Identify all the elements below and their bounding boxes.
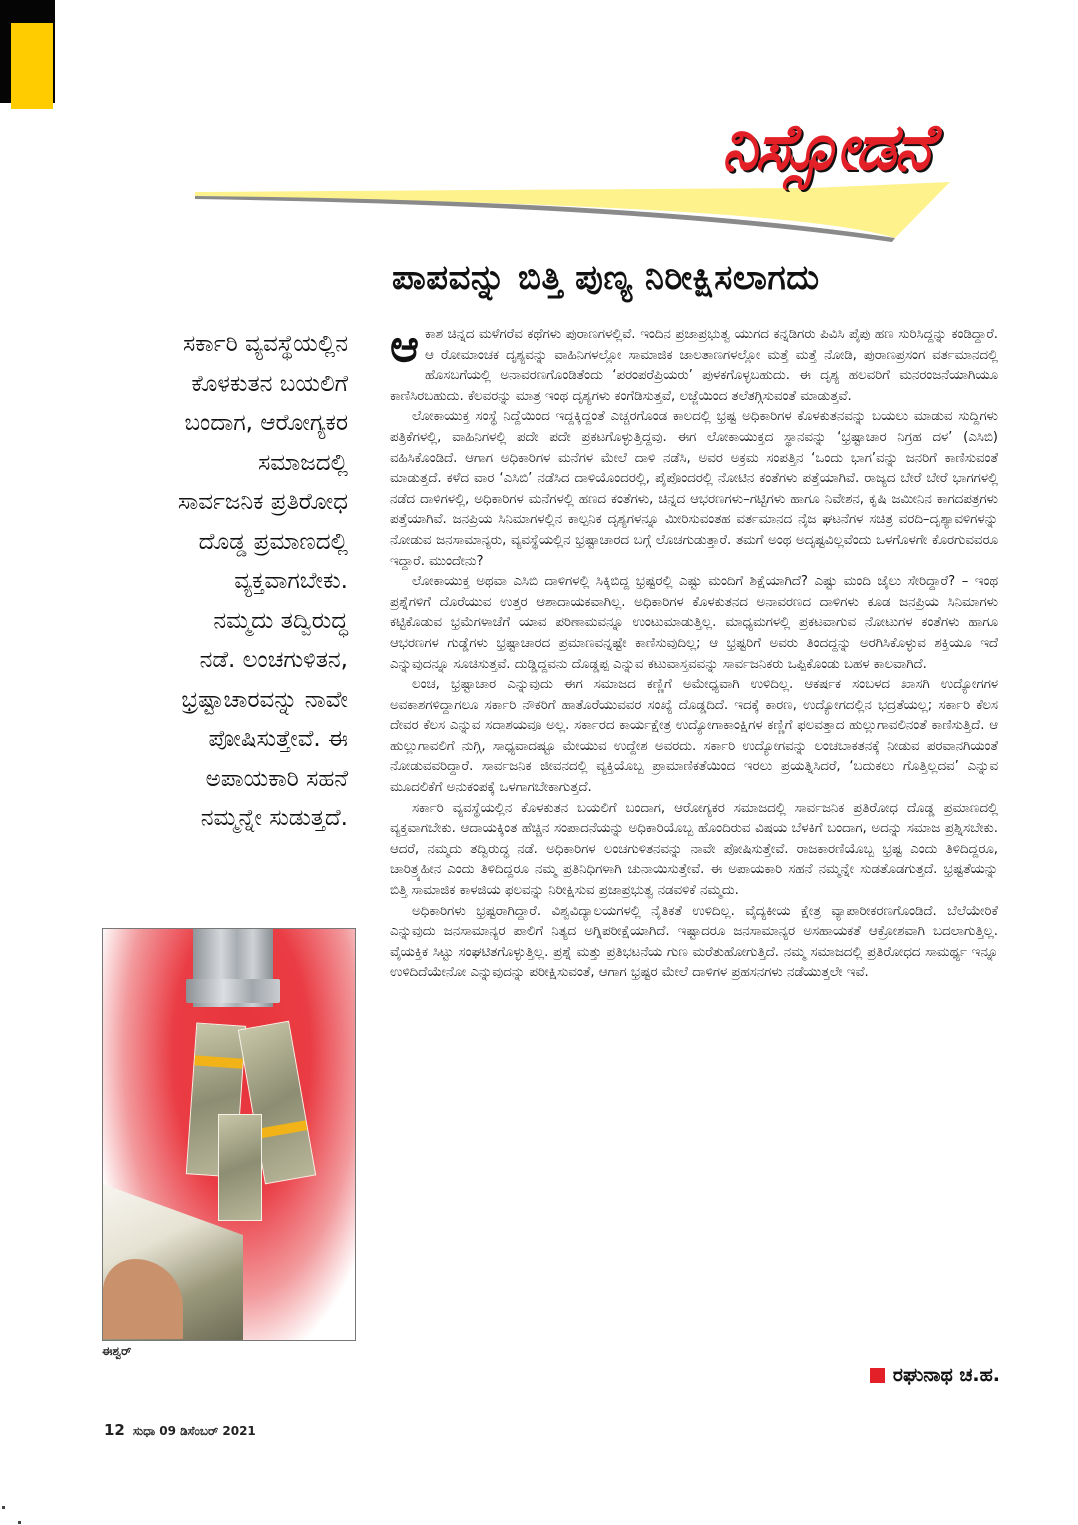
- corner-block-yellow: [11, 23, 53, 109]
- page-number: 12: [104, 1421, 125, 1439]
- article-paragraph: ಅಧಿಕಾರಿಗಳು ಭ್ರಷ್ಟರಾಗಿದ್ದಾರೆ. ವಿಶ್ವವಿದ್ಯಾಲಯಗಳಲ್ಲಿ ನೈತಿಕತೆ ಉಳಿದಿಲ್ಲ. ವೈದ್ಯಕೀಯ ಕ್ಷೇತ್ರ ವ್ಯಾಪಾರೀಕರಣಗೊಂಡಿದೆ. ಬೆಲೆಯೇರಿಕೆ ಎನ್ನುವುದು ಜನಸಾಮಾನ್ಯರ ಪಾಲಿಗೆ ನಿತ್ಯದ ಅಗ್ನಿಪರೀಕ್ಷೆಯಾಗಿದೆ. ಇಷ್ಟಾದರೂ ಜನಸಾಮಾನ್ಯರ ಅಸಹಾಯಕತೆ ಆಕ್ರೋಶವಾಗಿ ಬದಲಾಗುತ್ತಿಲ್ಲ. ವೈಯಕ್ತಿಕ ಸಿಟ್ಟು ಸಂಘಟಿತಗೊಳ್ಳುತ್ತಿಲ್ಲ. ಪ್ರಶ್ನೆ ಮತ್ತು ಪ್ರತಿಭಟನೆಯ ಗುಣ ಮರೆತುಹೋಗುತ್ತಿದೆ. ನಮ್ಮ ಸಮಾಜದಲ್ಲಿ ಪ್ರತಿರೋಧದ ಸಾಮರ್ಥ್ಯ ಇನ್ನೂ ಉಳಿದಿದೆಯೇನೋ ಎನ್ನುವುದನ್ನು ಪರೀಕ್ಷಿಸುವಂತೆ, ಆಗಾಗ ಭ್ರಷ್ಟರ ಮೇಲೆ ದಾಳಿಗಳ ಪ್ರಹಸನಗಳು ನಡೆಯುತ್ತಲೇ ಇವೆ.: [390, 903, 998, 981]
- pullquote-line: ಪೋಷಿಸುತ್ತೇವೆ. ಈ: [208, 726, 348, 752]
- pullquote-line: ನಡೆ. ಲಂಚಗುಳಿತನ,: [199, 647, 348, 673]
- illustration-credit: ಈಶ್ವರ್: [102, 1344, 132, 1358]
- pullquote-line: ಭ್ರಷ್ಟಾಚಾರವನ್ನು ನಾವೇ: [181, 686, 348, 713]
- pullquote-line: ಕೊಳಕುತನ ಬಯಲಿಗೆ: [191, 370, 348, 397]
- pullquote-line: ಸಾರ್ವಜನಿಕ ಪ್ರತಿರೋಧ: [177, 489, 348, 515]
- pullquote-line: ನಮ್ಮನ್ನೇ ಸುಡುತ್ತದೆ.: [200, 805, 348, 831]
- pullquote-line: ಸಮಾಜದಲ್ಲಿ: [258, 449, 348, 476]
- author-name: ರಘುನಾಥ ಚ.ಹ.: [892, 1364, 1000, 1386]
- pullquote-line: ಸರ್ಕಾರಿ ವ್ಯವಸ್ಥೆಯಲ್ಲಿನ: [182, 331, 348, 357]
- article-headline: ಪಾಪವನ್ನು ಬಿತ್ತಿ ಪುಣ್ಯ ನಿರೀಕ್ಷಿಸಲಾಗದು: [392, 258, 820, 298]
- section-masthead: [190, 100, 990, 250]
- article-paragraph: ಲಂಚ, ಭ್ರಷ್ಟಾಚಾರ ಎನ್ನುವುದು ಈಗ ಸಮಾಜದ ಕಣ್ಣಿಗೆ ಅಮೇಧ್ಯವಾಗಿ ಉಳಿದಿಲ್ಲ. ಆಕರ್ಷಕ ಸಂಬಳದ ಖಾಸಗಿ ಉದ್ಯೋಗಗಳ ಅವಕಾಶಗಳಿದ್ದಾಗಲೂ ಸರ್ಕಾರಿ ನೌಕರಿಗೆ ಹಾತೊರೆಯುವವರ ಸಂಖ್ಯೆ ದೊಡ್ಡದಿದೆ. ಇದಕ್ಕೆ ಕಾರಣ, ಉದ್ಯೋಗದಲ್ಲಿನ ಭದ್ರತೆಯಲ್ಲ; ಸರ್ಕಾರಿ ಕೆಲಸ ದೇವರ ಕೆಲಸ ಎನ್ನುವ ಸದಾಶಯವೂ ಅಲ್ಲ. ಸರ್ಕಾರದ ಕಾರ್ಯಕ್ಷೇತ್ರ ಉದ್ಯೋಗಾಕಾಂಕ್ಷಿಗಳ ಕಣ್ಣಿಗೆ ಫಲವತ್ತಾದ ಹುಲ್ಲುಗಾವಲಿನಂತೆ ಕಾಣಿಸುತ್ತಿದೆ. ಆ ಹುಲ್ಲುಗಾವಲಿಗೆ ನುಗ್ಗಿ, ಸಾಧ್ಯವಾದಷ್ಟೂ ಮೇಯುವ ಉದ್ದೇಶ ಅವರದು. ಸರ್ಕಾರಿ ಉದ್ಯೋಗವನ್ನು ಲಂಚಬಾಕತನಕ್ಕೆ ನೀಡುವ ಪರವಾನಗಿಯಂತೆ ನೋಡುವವರಿದ್ದಾರೆ. ಸಾರ್ವಜನಿಕ ಜೀವನದಲ್ಲಿ ವ್ಯಕ್ತಿಯೊಬ್ಬ ಪ್ರಾಮಾಣಿಕತೆಯಿಂದ ಇರಲು ಪ್ರಯತ್ನಿಸಿದರೆ, ‘ಬದುಕಲು ಗೊತ್ತಿಲ್ಲದವ’ ಎನ್ನುವ ಮೂದಲಿಕೆಗೆ ಅನುಕಂಪಕ್ಕೆ ಒಳಗಾಗಬೇಕಾಗುತ್ತದೆ.: [390, 677, 998, 796]
- page-footer: [104, 1421, 256, 1439]
- pipe-collar: [186, 979, 280, 1003]
- pullquote-line: ವ್ಯಕ್ತವಾಗಬೇಕು.: [234, 568, 348, 594]
- pullquote-line: ದೊಡ್ಡ ಪ್ರಮಾಣದಲ್ಲಿ: [198, 528, 348, 555]
- banknote-bundle: [218, 1114, 262, 1221]
- illustration-money-pipe: [102, 928, 356, 1341]
- article-paragraph: ಲೋಕಾಯುಕ್ತ ಸಂಸ್ಥೆ ನಿದ್ದೆಯಿಂದ ಇದ್ದಕ್ಕಿದ್ದಂತೆ ಎಚ್ಚರಗೊಂಡ ಕಾಲದಲ್ಲಿ ಭ್ರಷ್ಟ ಅಧಿಕಾರಿಗಳ ಕೊಳಕುತನವನ್ನು ಬಯಲು ಮಾಡುವ ಸುದ್ದಿಗಳು ಪತ್ರಿಕೆಗಳಲ್ಲಿ, ವಾಹಿನಿಗಳಲ್ಲಿ ಪದೇ ಪದೇ ಪ್ರಕಟಗೊಳ್ಳುತ್ತಿದ್ದವು. ಈಗ ಲೋಕಾಯುಕ್ತದ ಸ್ಥಾನವನ್ನು ‘ಭ್ರಷ್ಟಾಚಾರ ನಿಗ್ರಹ ದಳ’ (ಎಸಿಬಿ) ವಹಿಸಿಕೊಂಡಿದೆ. ಆಗಾಗ ಅಧಿಕಾರಿಗಳ ಮನೆಗಳ ಮೇಲೆ ದಾಳಿ ನಡೆಸಿ, ಅವರ ಅಕ್ರಮ ಸಂಪತ್ತಿನ ‘ಒಂದು ಭಾಗ’ವನ್ನು ಜನರಿಗೆ ಕಾಣಿಸುವಂತೆ ಮಾಡುತ್ತದೆ. ಕಳೆದ ವಾರ ‘ಎಸಿಬಿ’ ನಡೆಸಿದ ದಾಳಿಯೊಂದರಲ್ಲಿ, ಪೈಪೊಂದರಲ್ಲಿ ನೋಟಿನ ಕಂತೆಗಳು ಪತ್ತೆಯಾಗಿವೆ. ರಾಜ್ಯದ ಬೇರೆ ಬೇರೆ ಭಾಗಗಳಲ್ಲಿ ನಡೆದ ದಾಳಿಗಳಲ್ಲಿ, ಅಧಿಕಾರಿಗಳ ಮನೆಗಳಲ್ಲಿ ಹಣದ ಕಂತೆಗಳು, ಚಿನ್ನದ ಆಭರಣಗಳು–ಗಟ್ಟಿಗಳು ಹಾಗೂ ನಿವೇಶನ, ಕೃಷಿ ಜಮೀನಿನ ಕಾಗದಪತ್ರಗಳು ಪತ್ತೆಯಾಗಿವೆ. ಜನಪ್ರಿಯ ಸಿನಿಮಾಗಳಲ್ಲಿನ ಕಾಲ್ಪನಿಕ ದೃಶ್ಯಗಳನ್ನೂ ಮೀರಿಸುವಂತಹ ವರ್ತಮಾನದ ನೈಜ ಘಟನೆಗಳ ಸಚಿತ್ರ ವರದಿ–ದೃಶ್ಯಾವಳಿಗಳನ್ನು ನೋಡುವ ಜನಸಾಮಾನ್ಯರು, ವ್ಯವಸ್ಥೆಯಲ್ಲಿನ ಭ್ರಷ್ಟಾಚಾರದ ಬಗ್ಗೆ ಲೊಚಗುಡುತ್ತಾರೆ. ತಮಗೆ ಅಂಥ ಅದೃಷ್ಟವಿಲ್ಲವೆಂದು ಒಳಗೊಳಗೇ ಕೊರಗುವವರೂ ಇದ್ದಾರೆ. ಮುಂದೇನು?: [390, 409, 998, 569]
- pullquote-line: ನಮ್ಮದು ತದ್ವಿರುದ್ಧ: [213, 607, 348, 634]
- publication-date: ಸುಧಾ 09 ಡಿಸೆಂಬರ್ 2021: [132, 1424, 256, 1438]
- article-paragraph: ಸರ್ಕಾರಿ ವ್ಯವಸ್ಥೆಯಲ್ಲಿನ ಕೊಳಕುತನ ಬಯಲಿಗೆ ಬಂದಾಗ, ಆರೋಗ್ಯಕರ ಸಮಾಜದಲ್ಲಿ ಸಾರ್ವಜನಿಕ ಪ್ರತಿರೋಧ ದೊಡ್ಡ ಪ್ರಮಾಣದಲ್ಲಿ ವ್ಯಕ್ತವಾಗಬೇಕು. ಆದಾಯಕ್ಕಿಂತ ಹೆಚ್ಚಿನ ಸಂಪಾದನೆಯನ್ನು ಅಧಿಕಾರಿಯೊಬ್ಬ ಹೊಂದಿರುವ ವಿಷಯ ಬೆಳಕಿಗೆ ಬಂದಾಗ, ಅದನ್ನು ಸಮಾಜ ಪ್ರಶ್ನಿಸಬೇಕು. ಆದರೆ, ನಮ್ಮದು ತದ್ವಿರುದ್ಧ ನಡೆ. ಅಧಿಕಾರಿಗಳ ಲಂಚಗುಳಿತನವನ್ನು ನಾವೇ ಪೋಷಿಸುತ್ತೇವೆ. ರಾಜಕಾರಣಿಯೊಬ್ಬ ಭ್ರಷ್ಟ ಎಂದು ತಿಳಿದಿದ್ದರೂ, ಚಾರಿತ್ರ್ಯಹೀನ ಎಂದು ತಿಳಿದಿದ್ದರೂ ನಮ್ಮ ಪ್ರತಿನಿಧಿಗಳಾಗಿ ಚುನಾಯಿಸುತ್ತೇವೆ. ಈ ಅಪಾಯಕಾರಿ ಸಹನೆ ನಮ್ಮನ್ನೇ ಸುಡತೊಡಗುತ್ತದೆ. ಭ್ರಷ್ಟತೆಯನ್ನು ಬಿತ್ತಿ ಸಾಮಾಜಿಕ ಕಾಳಜಿಯ ಫಲವನ್ನು ನಿರೀಕ್ಷಿಸುವ ಪ್ರಜಾಪ್ರಭುತ್ವ ನಡವಳಿಕೆ ನಮ್ಮದು.: [390, 800, 998, 899]
- pull-quote: [100, 325, 348, 839]
- article-paragraph: ಲೋಕಾಯುಕ್ತ ಅಥವಾ ಎಸಿಬಿ ದಾಳಿಗಳಲ್ಲಿ ಸಿಕ್ಕಿಬಿದ್ದ ಭ್ರಷ್ಟರಲ್ಲಿ ಎಷ್ಟು ಮಂದಿಗೆ ಶಿಕ್ಷೆಯಾಗಿದೆ? ಎಷ್ಟು ಮಂದಿ ಜೈಲು ಸೇರಿದ್ದಾರೆ? – ಇಂಥ ಪ್ರಶ್ನೆಗಳಿಗೆ ದೊರೆಯುವ ಉತ್ತರ ಆಶಾದಾಯಕವಾಗಿಲ್ಲ. ಅಧಿಕಾರಿಗಳ ಕೊಳಕುತನದ ಅನಾವರಣದ ದಾಳಿಗಳು ಕೂಡ ಜನಪ್ರಿಯ ಸಿನಿಮಾಗಳು ಕಟ್ಟಿಕೊಡುವ ಭ್ರಮೆಗಳಾಚೆಗೆ ಯಾವ ಪರಿಣಾಮವನ್ನೂ ಉಂಟುಮಾಡುತ್ತಿಲ್ಲ. ಮಾಧ್ಯಮಗಳಲ್ಲಿ ಪ್ರಕಟವಾಗುವ ನೋಟುಗಳ ಕಂತೆಗಳು ಹಾಗೂ ಆಭರಣಗಳ ಗುಡ್ಡೆಗಳು ಭ್ರಷ್ಟಾಚಾರದ ಪ್ರಮಾಣವನ್ನಷ್ಟೇ ಕಾಣಿಸುವುದಿಲ್ಲ; ಆ ಭ್ರಷ್ಟರಿಗೆ ಅವರು ತಿಂದದ್ದನ್ನು ಅರಗಿಸಿಕೊಳ್ಳುವ ಶಕ್ತಿಯೂ ಇದೆ ಎನ್ನುವುದನ್ನೂ ಸೂಚಿಸುತ್ತವೆ. ದುಡ್ಡಿದ್ದವನು ದೊಡ್ಡಪ್ಪ ಎನ್ನುವ ಕಟುವಾಸ್ತವವನ್ನು ಸಾರ್ವಜನಿಕರು ಒಪ್ಪಿಕೊಂಡು ಬಹಳ ಕಾಲವಾಗಿದೆ.: [390, 574, 998, 672]
- author-byline: [870, 1364, 1000, 1386]
- pullquote-line: ಅಪಾಯಕಾರಿ ಸಹನೆ: [205, 765, 348, 792]
- article-body: [390, 321, 998, 984]
- crop-mark: [2, 1506, 5, 1509]
- red-square-icon: [870, 1368, 885, 1383]
- article-paragraph: ಆಕಾಶ ಚಿನ್ನದ ಮಳೆಗರೆವ ಕಥೆಗಳು ಪುರಾಣಗಳಲ್ಲಿವೆ. ಇಂದಿನ ಪ್ರಜಾಪ್ರಭುತ್ವ ಯುಗದ ಕನ್ನಡಿಗರು ಪಿವಿಸಿ ಪೈಪು ಹಣ ಸುರಿಸಿದ್ದನ್ನು ಕಂಡಿದ್ದಾರೆ. ಆ ರೋಮಾಂಚಕ ದೃಶ್ಯವನ್ನು ವಾಹಿನಿಗಳಲ್ಲೋ ಸಾಮಾಜಿಕ ಜಾಲತಾಣಗಳಲ್ಲೋ ಮತ್ತೆ ಮತ್ತೆ ನೋಡಿ, ಪುರಾಣಪ್ರಸಂಗ ವರ್ತಮಾನದಲ್ಲಿ ಹೊಸಬಗೆಯಲ್ಲಿ ಅನಾವರಣಗೊಂಡಿತೆಂದು ‘ಪರಂಪರೆಪ್ರಿಯರು’ ಪುಳಕಗೊಳ್ಳಬಹುದು. ಈ ದೃಶ್ಯ ಹಲವರಿಗೆ ಮನರಂಜನೆಯಾಗಿಯೂ ಕಾಣಿಸಿರಬಹುದು. ಕೆಲವರನ್ನು ಮಾತ್ರ ಇಂಥ ದೃಶ್ಯಗಳು ಕಂಗೆಡಿಸುತ್ತವೆ, ಲಜ್ಜೆಯಿಂದ ತಲೆತಗ್ಗಿಸುವಂತೆ ಮಾಡುತ್ತವೆ.: [390, 321, 998, 404]
- pullquote-line: ಬಂದಾಗ, ಆರೋಗ್ಯಕರ: [184, 410, 348, 436]
- drop-cap: ಆ: [390, 321, 420, 372]
- crop-mark: [18, 1521, 21, 1524]
- section-title: ನಿಸ್ಸೋಡನೆ: [721, 110, 930, 185]
